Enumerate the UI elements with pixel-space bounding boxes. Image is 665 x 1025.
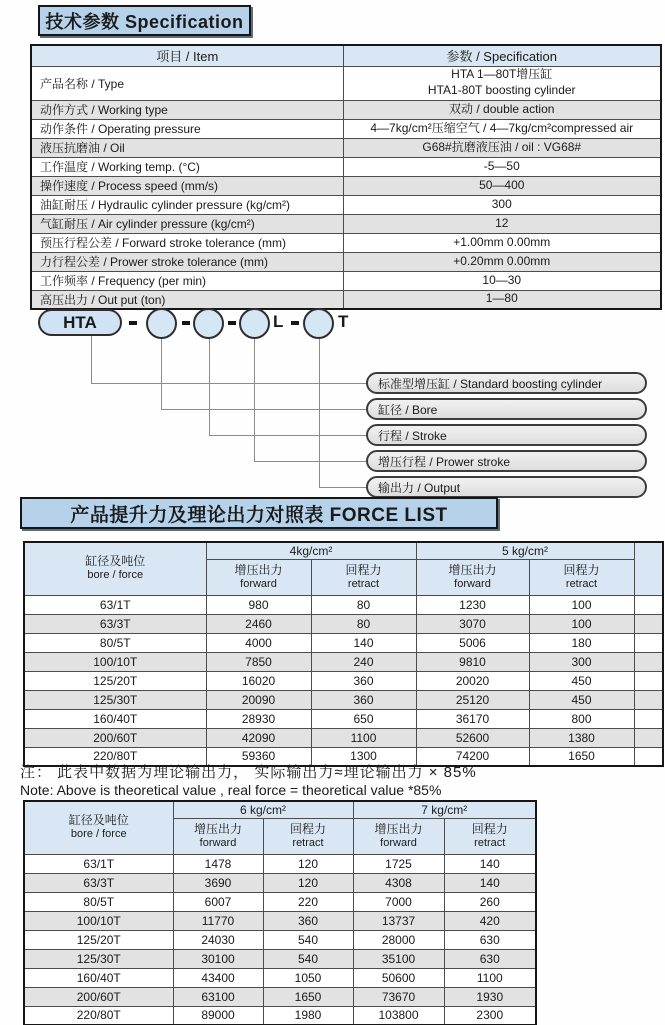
- force-value-cell: 630: [444, 949, 536, 968]
- force-header-group-row: [24, 542, 663, 559]
- force-value-cell: 120: [263, 873, 353, 892]
- spec-item-cell: 油缸耐压 / Hydraulic cylinder pressure (kg/cm²): [31, 195, 343, 214]
- spec-value-line: HTA 1—80T增压缸: [451, 67, 553, 82]
- force-value-cell: 16020: [206, 671, 311, 690]
- retract-header-zh: 回程力: [471, 821, 508, 836]
- force-value-cell: 50600: [353, 968, 444, 987]
- bore-cell: 125/30T: [24, 690, 206, 709]
- cut-off-cell: [634, 747, 663, 766]
- force-value-cell: 4308: [353, 873, 444, 892]
- connector-line: [209, 435, 366, 436]
- forward-header-en: forward: [199, 836, 237, 849]
- force-value-cell: 180: [529, 633, 634, 652]
- force-value-cell: 220: [263, 892, 353, 911]
- spec-header-row: [31, 45, 661, 66]
- spec-value-line: +0.20mm 0.00mm: [453, 253, 551, 268]
- force-value-cell: 1100: [311, 728, 416, 747]
- force-value-cell: 140: [444, 854, 536, 873]
- bore-cell: 125/20T: [24, 671, 206, 690]
- callout-stroke: 行程 / Stroke: [366, 424, 647, 446]
- cut-off-cell: [634, 690, 663, 709]
- retract-header: [529, 559, 634, 595]
- spec-item-cell: 动作条件 / Operating pressure: [31, 119, 343, 138]
- force-header-group-row: [24, 801, 536, 818]
- force-value-cell: 1300: [311, 747, 416, 766]
- force-value-cell: 1100: [444, 968, 536, 987]
- retract-header: [311, 559, 416, 595]
- force-value-cell: 1230: [416, 595, 529, 614]
- letter-l: L: [273, 312, 284, 331]
- retract-header-zh: 回程力: [290, 821, 327, 836]
- connector-line: [254, 461, 366, 462]
- force-value-cell: 3070: [416, 614, 529, 633]
- connector-line: [319, 339, 320, 487]
- force-value-cell: 5006: [416, 633, 529, 652]
- force-value-cell: 42090: [206, 728, 311, 747]
- force-row: [24, 1006, 536, 1025]
- spec-value-line: 12: [495, 215, 509, 230]
- force-value-cell: 630: [444, 930, 536, 949]
- spec-value-cell: [343, 233, 661, 252]
- model-code-prefix: HTA: [38, 309, 122, 336]
- bore-cell: 100/10T: [24, 911, 173, 930]
- forward-header: [353, 818, 444, 854]
- spec-table-head: [31, 45, 661, 66]
- connector-line: [161, 409, 366, 410]
- force-table-6-7kg: [23, 800, 537, 1025]
- force-value-cell: 28000: [353, 930, 444, 949]
- spec-item-cell: 操作速度 / Process speed (mm/s): [31, 176, 343, 195]
- force-value-cell: 25120: [416, 690, 529, 709]
- force-row: [24, 911, 536, 930]
- bore-cell: 63/1T: [24, 854, 173, 873]
- force-value-cell: 140: [311, 633, 416, 652]
- force-value-cell: 13737: [353, 911, 444, 930]
- bore-cell: 63/3T: [24, 614, 206, 633]
- force-row: [24, 728, 663, 747]
- force-value-cell: 1650: [263, 987, 353, 1006]
- dash-separator: [291, 321, 299, 325]
- spec-row: [31, 138, 661, 157]
- force-value-cell: 540: [263, 930, 353, 949]
- spec-item-cell: 动作方式 / Working type: [31, 100, 343, 119]
- cut-off-column-header: [634, 542, 663, 595]
- force-value-cell: 74200: [416, 747, 529, 766]
- force-value-cell: 420: [444, 911, 536, 930]
- callout-prower-stroke: 增压行程 / Prower stroke: [366, 450, 647, 472]
- spec-item-cell: 预压行程公差 / Forward stroke tolerance (mm): [31, 233, 343, 252]
- spec-item-cell: 力行程公差 / Prower stroke tolerance (mm): [31, 252, 343, 271]
- force-value-cell: 89000: [173, 1006, 263, 1025]
- force-value-cell: 2460: [206, 614, 311, 633]
- force-value-cell: 80: [311, 595, 416, 614]
- spec-table: [30, 44, 662, 310]
- cut-off-cell: [634, 709, 663, 728]
- force-row: [24, 633, 663, 652]
- force-value-cell: 63100: [173, 987, 263, 1006]
- bore-force-header: [24, 801, 173, 854]
- spec-row: [31, 157, 661, 176]
- connector-line: [91, 383, 366, 384]
- spec-section-title: 技术参数 Specification: [38, 5, 251, 36]
- output-code-circle: [303, 308, 334, 339]
- force-value-cell: 9810: [416, 652, 529, 671]
- connector-line: [91, 336, 92, 383]
- spec-row: [31, 252, 661, 271]
- force-row: [24, 949, 536, 968]
- spec-value-line: 4—7kg/cm²压缩空气 / 4—7kg/cm²compressed air: [370, 120, 634, 135]
- spec-row: [31, 271, 661, 290]
- bore-cell: 220/80T: [24, 747, 206, 766]
- forward-header-zh: 增压出力: [448, 562, 497, 577]
- note-line-zh: 注： 此表中数据为理论输出力， 实际输出力≈理论输出力 × 85%: [20, 764, 477, 781]
- spec-value-cell: [343, 157, 661, 176]
- force-value-cell: 100: [529, 614, 634, 633]
- bore-cell: 80/5T: [24, 892, 173, 911]
- forward-header: [206, 559, 311, 595]
- retract-header: [444, 818, 536, 854]
- force-row: [24, 854, 536, 873]
- bore-cell: 125/30T: [24, 949, 173, 968]
- retract-header-zh: 回程力: [345, 562, 382, 577]
- force-row: [24, 690, 663, 709]
- forward-header-en: forward: [240, 577, 277, 590]
- force-value-cell: 1725: [353, 854, 444, 873]
- stroke-code-circle: [193, 308, 224, 339]
- forward-header-en: forward: [454, 577, 491, 590]
- force-value-cell: 1980: [263, 1006, 353, 1025]
- dash-separator: [129, 321, 137, 325]
- bore-header-zh: 缸径及吨位: [68, 813, 129, 828]
- force-value-cell: 360: [311, 690, 416, 709]
- force-value-cell: 140: [444, 873, 536, 892]
- spec-value-cell: [343, 66, 661, 100]
- spec-value-cell: [343, 138, 661, 157]
- bore-code-circle: [146, 308, 177, 339]
- forward-header: [416, 559, 529, 595]
- spec-row: [31, 119, 661, 138]
- force-row: [24, 595, 663, 614]
- connector-line: [254, 339, 255, 461]
- force-value-cell: 80: [311, 614, 416, 633]
- spec-value-line: G68#抗磨液压油 / oil : VG68#: [422, 139, 582, 154]
- callout-standard-cylinder: 标准型增压缸 / Standard boosting cylinder: [366, 372, 647, 394]
- force-table-2-head: [24, 801, 536, 854]
- note-line-en: Note: Above is theoretical value , real force = theoretical value *85%: [20, 782, 442, 798]
- force-table-1-head: [24, 542, 663, 595]
- force-row: [24, 614, 663, 633]
- pressure-group-header: 7 kg/cm²: [353, 801, 536, 818]
- force-value-cell: 980: [206, 595, 311, 614]
- spec-value-cell: [343, 176, 661, 195]
- bore-cell: 160/40T: [24, 968, 173, 987]
- force-value-cell: 7000: [353, 892, 444, 911]
- spec-value-line: +1.00mm 0.00mm: [453, 234, 551, 249]
- force-value-cell: 1380: [529, 728, 634, 747]
- bore-cell: 63/1T: [24, 595, 206, 614]
- cut-off-cell: [634, 671, 663, 690]
- force-value-cell: 52600: [416, 728, 529, 747]
- force-row: [24, 892, 536, 911]
- force-value-cell: 100: [529, 595, 634, 614]
- force-value-cell: 4000: [206, 633, 311, 652]
- spec-item-cell: 高压出力 / Out put (ton): [31, 290, 343, 309]
- spec-row: [31, 214, 661, 233]
- force-row: [24, 671, 663, 690]
- force-value-cell: 360: [311, 671, 416, 690]
- retract-header-en: retract: [292, 836, 324, 849]
- bore-force-header: [24, 542, 206, 595]
- dash-separator: [182, 321, 190, 325]
- force-section-title: 产品提升力及理论出力对照表 FORCE LIST: [20, 497, 498, 529]
- force-value-cell: 28930: [206, 709, 311, 728]
- retract-header-en: retract: [347, 577, 380, 590]
- spec-item-cell: 工作频率 / Frequency (per min): [31, 271, 343, 290]
- force-value-cell: 120: [263, 854, 353, 873]
- spec-row: [31, 233, 661, 252]
- spec-value-line: HTA1-80T boosting cylinder: [427, 83, 576, 97]
- spec-value-cell: [343, 195, 661, 214]
- force-table-1-body: [24, 595, 663, 766]
- force-row: [24, 987, 536, 1006]
- bore-cell: 200/60T: [24, 987, 173, 1006]
- bore-cell: 160/40T: [24, 709, 206, 728]
- force-value-cell: 20020: [416, 671, 529, 690]
- force-value-cell: 360: [263, 911, 353, 930]
- spec-item-cell: 产品名称 / Type: [31, 66, 343, 100]
- forward-header-zh: 增压出力: [234, 562, 283, 577]
- cut-off-cell: [634, 728, 663, 747]
- force-row: [24, 652, 663, 671]
- spec-value-cell: [343, 214, 661, 233]
- retract-header-en: retract: [474, 836, 506, 849]
- forward-header-zh: 增压出力: [193, 821, 242, 836]
- callout-bore: 缸径 / Bore: [366, 398, 647, 420]
- spec-col-header-value: 参数 / Specification: [343, 45, 661, 66]
- force-value-cell: 35100: [353, 949, 444, 968]
- pressure-group-header: 5 kg/cm²: [416, 542, 634, 559]
- forward-header: [173, 818, 263, 854]
- retract-header: [263, 818, 353, 854]
- spec-row: [31, 195, 661, 214]
- spec-item-cell: 液压抗磨油 / Oil: [31, 138, 343, 157]
- cut-off-cell: [634, 652, 663, 671]
- spec-row: [31, 100, 661, 119]
- spec-value-cell: [343, 252, 661, 271]
- retract-header-zh: 回程力: [563, 562, 600, 577]
- spec-value-line: 1—80: [485, 291, 518, 306]
- spec-value-cell: [343, 290, 661, 309]
- force-value-cell: 59360: [206, 747, 311, 766]
- spec-value-line: 300: [491, 196, 512, 211]
- pressure-group-header: 4kg/cm²: [206, 542, 416, 559]
- force-table-2-body: [24, 854, 536, 1025]
- force-value-cell: 800: [529, 709, 634, 728]
- spec-table-body: [31, 66, 661, 309]
- force-row: [24, 709, 663, 728]
- spec-value-line: 双动 / double action: [449, 101, 555, 116]
- force-value-cell: 2300: [444, 1006, 536, 1025]
- spec-row: [31, 290, 661, 309]
- spec-value-cell: [343, 100, 661, 119]
- spec-item-cell: 气缸耐压 / Air cylinder pressure (kg/cm²): [31, 214, 343, 233]
- connector-line: [209, 339, 210, 435]
- force-row: [24, 873, 536, 892]
- bore-cell: 200/60T: [24, 728, 206, 747]
- force-value-cell: 1478: [173, 854, 263, 873]
- force-value-cell: 1650: [529, 747, 634, 766]
- force-value-cell: 7850: [206, 652, 311, 671]
- spec-col-header-item: 项目 / Item: [31, 45, 343, 66]
- cut-off-cell: [634, 633, 663, 652]
- cut-off-cell: [634, 595, 663, 614]
- force-value-cell: 1930: [444, 987, 536, 1006]
- force-value-cell: 540: [263, 949, 353, 968]
- force-row: [24, 968, 536, 987]
- pressure-group-header: 6 kg/cm²: [173, 801, 353, 818]
- force-value-cell: 73670: [353, 987, 444, 1006]
- forward-header-zh: 增压出力: [374, 821, 423, 836]
- callout-output: 输出力 / Output: [366, 476, 647, 498]
- cut-off-cell: [634, 614, 663, 633]
- spec-value-line: -5—50: [483, 158, 520, 173]
- force-value-cell: 11770: [173, 911, 263, 930]
- bore-cell: 63/3T: [24, 873, 173, 892]
- spec-item-cell: 工作温度 / Working temp. (°C): [31, 157, 343, 176]
- force-value-cell: 650: [311, 709, 416, 728]
- bore-header-zh: 缸径及吨位: [85, 554, 146, 569]
- spec-value-line: 10—30: [482, 272, 522, 287]
- bore-header-en: bore / force: [70, 828, 127, 841]
- force-value-cell: 240: [311, 652, 416, 671]
- spec-value-line: 50—400: [479, 177, 525, 192]
- force-value-cell: 36170: [416, 709, 529, 728]
- force-value-cell: 1050: [263, 968, 353, 987]
- force-value-cell: 3690: [173, 873, 263, 892]
- force-table-4-5kg: [23, 541, 664, 767]
- forward-header-en: forward: [380, 836, 417, 849]
- dash-separator: [228, 321, 236, 325]
- bore-cell: 125/20T: [24, 930, 173, 949]
- force-value-cell: 30100: [173, 949, 263, 968]
- force-value-cell: 24030: [173, 930, 263, 949]
- spec-row: [31, 66, 661, 100]
- force-value-cell: 103800: [353, 1006, 444, 1025]
- bore-cell: 80/5T: [24, 633, 206, 652]
- spec-value-cell: [343, 119, 661, 138]
- connector-line: [161, 339, 162, 409]
- spec-row: [31, 176, 661, 195]
- force-value-cell: 450: [529, 671, 634, 690]
- force-value-cell: 20090: [206, 690, 311, 709]
- bore-cell: 100/10T: [24, 652, 206, 671]
- prower-stroke-code-circle: [239, 308, 270, 339]
- force-value-cell: 300: [529, 652, 634, 671]
- letter-t: T: [338, 312, 349, 331]
- force-value-cell: 260: [444, 892, 536, 911]
- bore-header-en: bore / force: [87, 569, 144, 582]
- connector-line: [319, 487, 366, 488]
- bore-cell: 220/80T: [24, 1006, 173, 1025]
- spec-value-cell: [343, 271, 661, 290]
- force-value-cell: 450: [529, 690, 634, 709]
- theoretical-value-note: [20, 761, 477, 798]
- force-value-cell: 6007: [173, 892, 263, 911]
- retract-header-en: retract: [565, 577, 598, 590]
- force-row: [24, 930, 536, 949]
- force-value-cell: 43400: [173, 968, 263, 987]
